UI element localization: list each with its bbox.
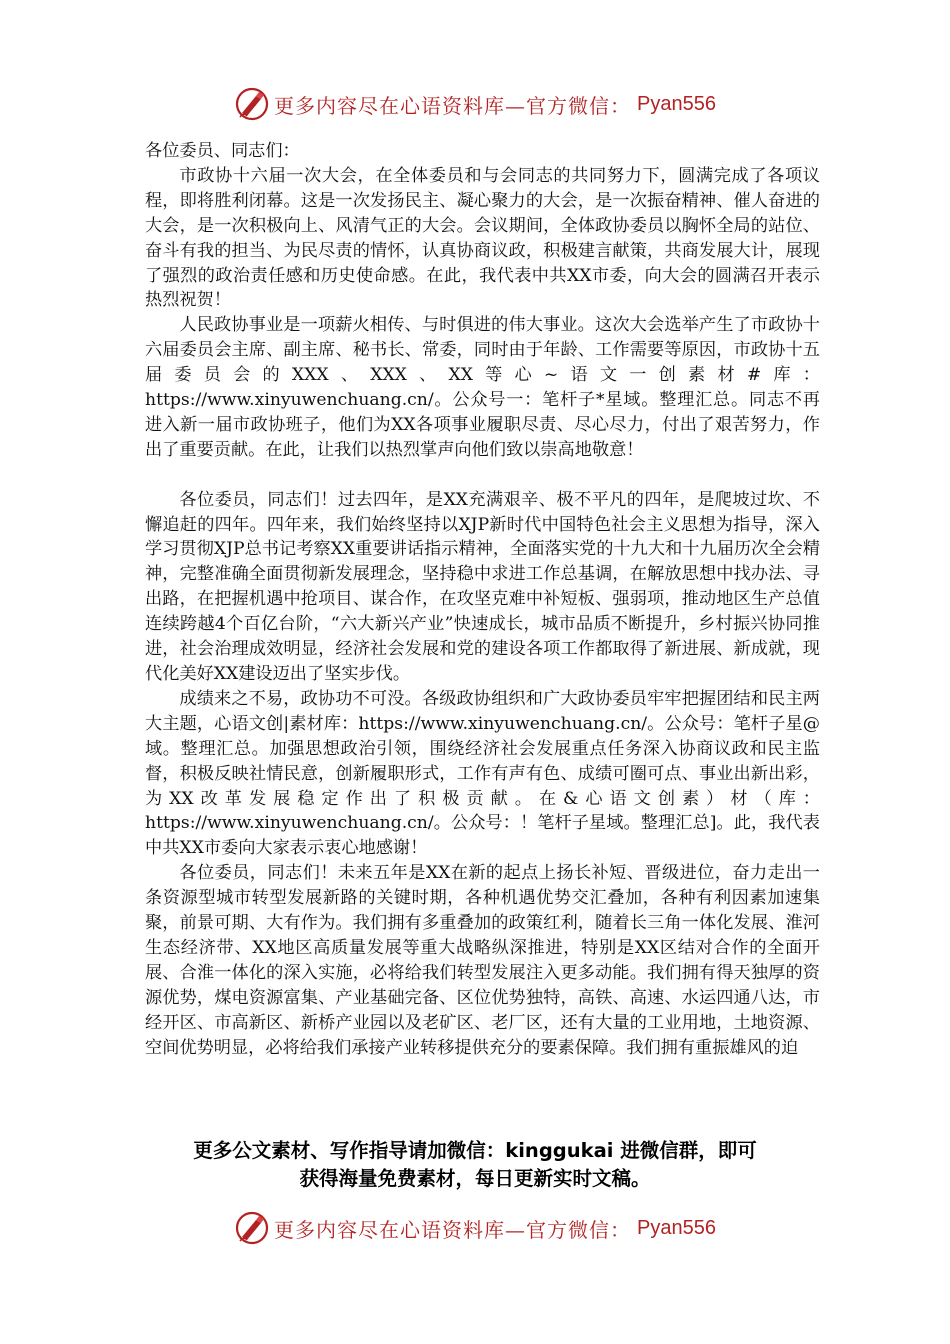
- footer-banner: [0, 1208, 950, 1248]
- pen-logo-icon: [234, 86, 270, 122]
- header-banner: [0, 84, 950, 124]
- banner-wechat-id: Pyan556: [637, 1216, 716, 1239]
- banner-text: 更多内容尽在心语资料库—官方微信：: [274, 93, 632, 118]
- paragraph: 各位委员，同志们！过去四年，是XX充满艰辛、极不平凡的四年，是爬坡过坎、不懈追赶的四年。四年来，我们始终坚持以XJP新时代中国特色社会主义思想为指导，深入学习贯彻XJP总书记考察XX重要讲话指示精神，全面落实党的十九大和十九届历次全会精神，完整准确全面贯彻新发展理念，坚持稳中求进工作总基调，在解放思想中找办法、寻出路，在把握机遇中抢项目、谋合作，在攻坚克难中补短板、强弱项，推动地区生产总值连续跨越4个百亿台阶，“六大新兴产业”快速成长，城市品质不断提升，乡村振兴协同推进，社会治理成效明显，经济社会发展和党的建设各项工作都取得了新进展、新成就，现代化美好XX建设迈出了坚实步伐。: [145, 489, 820, 685]
- pen-logo-icon: [234, 1210, 270, 1246]
- promo-line: 获得海量免费素材，每日更新实时文稿。: [299, 1167, 651, 1190]
- banner-text: 更多内容尽在心语资料库—官方微信：: [274, 1217, 632, 1242]
- promo-notice: [0, 1137, 950, 1193]
- promo-line: 更多公文素材、写作指导请加微信：kinggukai 进微信群，即可: [193, 1139, 757, 1162]
- paragraph: 各位委员，同志们！未来五年是XX在新的起点上扬长补短、晋级进位，奋力走出一条资源型城市转型发展新路的关键时期，各种机遇优势交汇叠加，各种有利因素加速集聚，前景可期、大有作为。我们拥有多重叠加的政策红利，随着长三角一体化发展、淮河生态经济带、XX地区高质量发展等重大战略纵深推进，特别是XX区结对合作的全面开展、合淮一体化的深入实施，必将给我们转型发展注入更多动能。我们拥有得天独厚的资源优势，煤电资源富集、产业基础完备、区位优势独特，高铁、高速、水运四通八达，市经开区、市高新区、新桥产业园以及老矿区、老厂区，还有大量的工业用地，土地资源、空间优势明显，必将给我们承接产业转移提供充分的要素保障。我们拥有重振雄风的迫: [145, 863, 820, 1058]
- salutation: 各位委员、同志们：: [145, 141, 300, 161]
- document-body: [145, 139, 820, 1061]
- banner-wechat-id: Pyan556: [637, 92, 716, 115]
- paragraph: 人民政协事业是一项薪火相传、与时俱进的伟大事业。这次大会选举产生了市政协十六届委员会主席、副主席、秘书长、常委，同时由于年龄、工作需要等原因，市政协十五届委员会的XXX、XXX、XX等心~语文一创素材#库：https://www.xinyuwenchuang.cn/。公众号一：笔杆子*星域。整理汇总。同志不再进入新一届市政协班子，他们为XX各项事业履职尽责、尽心尽力，付出了艰苦努力，作出了重要贡献。在此，让我们以热烈掌声向他们致以崇高地敬意！: [145, 315, 820, 460]
- paragraph: 成绩来之不易，政协功不可没。各级政协组织和广大政协委员牢牢把握团结和民主两大主题，心语文创|素材库：https://www.xinyuwenchuang.cn/。公众号：笔杆子星@域。整理汇总。加强思想政治引领，围绕经济社会发展重点任务深入协商议政和民主监督，积极反映社情民意，创新履职形式，工作有声有色、成绩可圈可点、事业出新出彩，为XX改革发展稳定作出了积极贡献。在&心语文创素）材（库：https://www.xinyuwenchuang.cn/。公众号：！笔杆子星域。整理汇总]。此，我代表中共XX市委向大家表示衷心地感谢！: [145, 688, 820, 859]
- paragraph: 市政协十六届一次大会，在全体委员和与会同志的共同努力下，圆满完成了各项议程，即将胜利闭幕。这是一次发扬民主、凝心聚力的大会，是一次振奋精神、催人奋进的大会，是一次积极向上、风清气正的大会。会议期间，全体政协委员以胸怀全局的站位、奋斗有我的担当、为民尽责的情怀，认真协商议政，积极建言献策，共商发展大计，展现了强烈的政治责任感和历史使命感。在此，我代表中共XX市委，向大会的圆满召开表示热烈祝贺！: [145, 165, 820, 311]
